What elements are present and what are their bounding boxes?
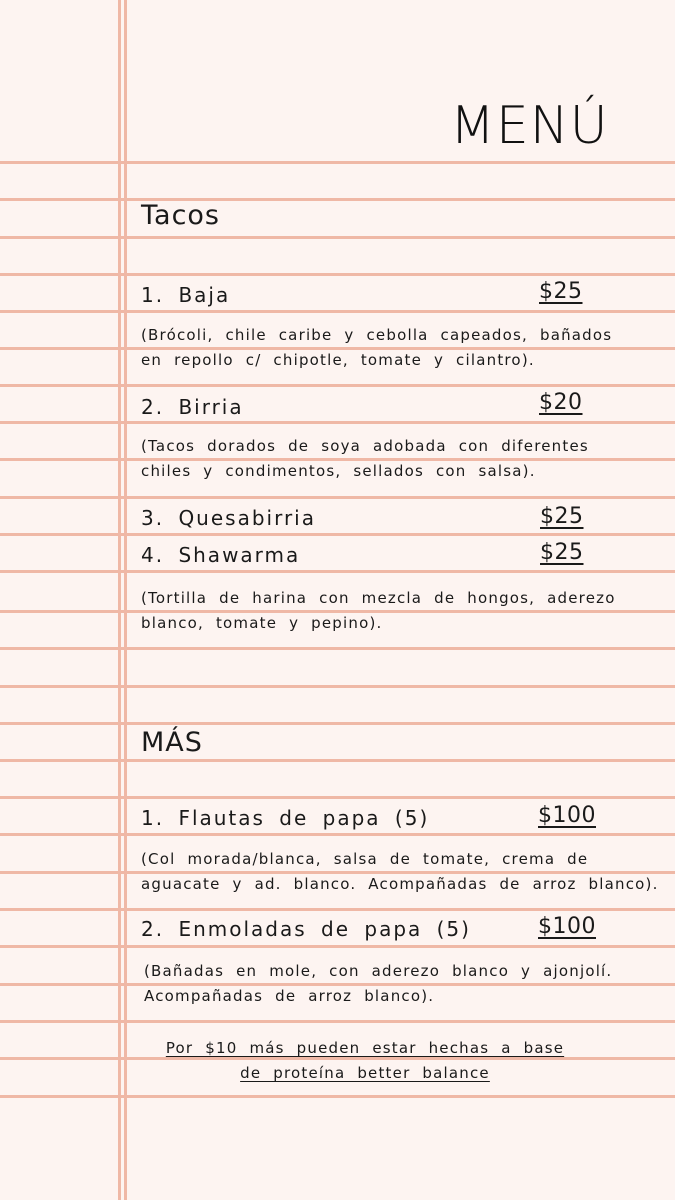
menu-item-price: $100	[538, 803, 596, 828]
rule-line	[0, 908, 675, 911]
rule-line	[0, 796, 675, 799]
menu-item-price: $25	[539, 279, 583, 304]
menu-item-description: (Tacos dorados de soya adobada con diferentes	[141, 437, 589, 455]
rule-line	[0, 236, 675, 239]
menu-item-price: $25	[540, 504, 584, 529]
rule-line	[0, 945, 675, 948]
menu-item-description: (Tortilla de harina con mezcla de hongos, aderezo	[141, 589, 616, 607]
rule-line	[0, 833, 675, 836]
footer-note-line-2: de proteína better balance	[240, 1064, 490, 1082]
rule-line	[0, 1020, 675, 1023]
menu-item-name: 2. Birria	[141, 395, 244, 419]
menu-item-name: 2. Enmoladas de papa (5)	[141, 917, 471, 941]
menu-item-price: $20	[539, 390, 583, 415]
menu-item-description: (Col morada/blanca, salsa de tomate, crema de	[141, 850, 589, 868]
menu-item-name: 4. Shawarma	[141, 543, 301, 567]
rule-line	[0, 161, 675, 164]
page-title: MENÚ	[450, 96, 609, 156]
menu-item-description: blanco, tomate y pepino).	[141, 614, 383, 632]
menu-item-name: 3. Quesabirria	[141, 506, 316, 530]
rule-line	[0, 570, 675, 573]
menu-item-description: en repollo c/ chipotle, tomate y cilantro).	[141, 351, 535, 369]
rule-line	[0, 533, 675, 536]
footer-note-line-1: Por $10 más pueden estar hechas a base	[165, 1039, 565, 1057]
rule-line	[0, 310, 675, 313]
rule-line	[0, 496, 675, 499]
menu-item-price: $25	[540, 540, 584, 565]
menu-item-description: aguacate y ad. blanco. Acompañadas de arroz blanco).	[141, 875, 659, 893]
menu-item-description: Acompañadas de arroz blanco).	[144, 987, 435, 1005]
rule-line	[0, 685, 675, 688]
rule-line	[0, 384, 675, 387]
menu-item-name: 1. Flautas de papa (5)	[141, 806, 430, 830]
rule-line	[0, 198, 675, 201]
rule-line	[0, 722, 675, 725]
rule-line	[0, 273, 675, 276]
menu-item-price: $100	[538, 914, 596, 939]
menu-item-description: chiles y condimentos, sellados con salsa).	[141, 462, 536, 480]
section-heading-mas: MÁS	[141, 727, 203, 758]
rule-line	[0, 1095, 675, 1098]
rule-line	[0, 647, 675, 650]
menu-item-name: 1. Baja	[141, 283, 231, 307]
rule-line	[0, 759, 675, 762]
section-heading-tacos: Tacos	[141, 200, 220, 231]
rule-line	[0, 421, 675, 424]
menu-item-description: (Brócoli, chile caribe y cebolla capeados, bañados	[141, 326, 613, 344]
menu-item-description: (Bañadas en mole, con aderezo blanco y ajonjolí.	[144, 962, 613, 980]
